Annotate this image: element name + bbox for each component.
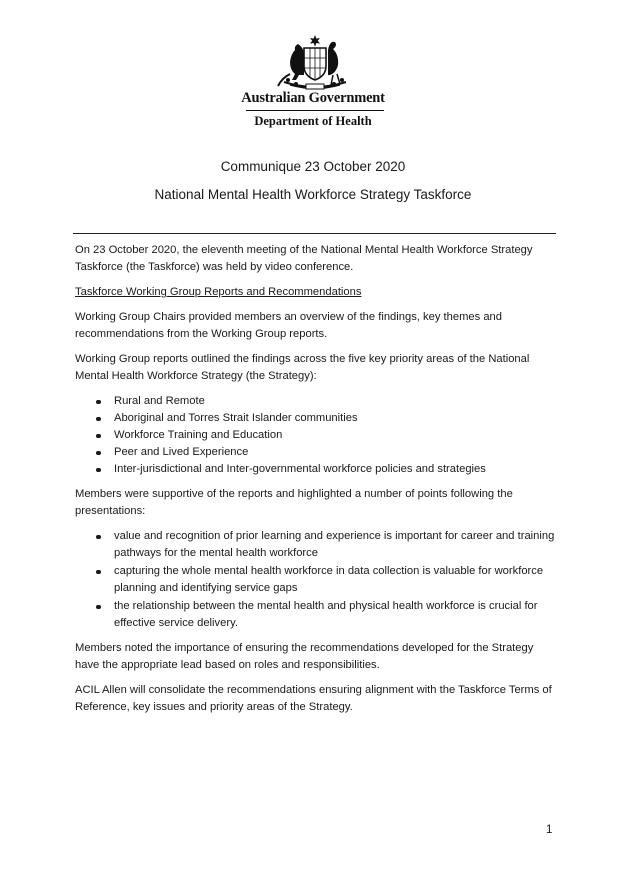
- noted-paragraph: Members noted the importance of ensuring the recommendations developed for the Strategy have the appropriate lead based on roles and responsibilities.: [75, 642, 534, 671]
- list-item: the relationship between the mental health and physical health workforce is crucial for effective service delivery.: [75, 598, 555, 632]
- list-item: Rural and Remote: [75, 393, 555, 410]
- acil-paragraph: ACIL Allen will consolidate the recommendations ensuring alignment with the Taskforce Terms of Reference, key issues and priority areas of the Strategy.: [75, 684, 552, 713]
- taskforce-title: National Mental Health Workforce Strategy Taskforce: [154, 187, 472, 202]
- section-divider: [73, 233, 556, 234]
- reports-paragraph: Working Group reports outlined the findings across the five key priority areas of the National Mental Health Workforce Strategy (the Strategy):: [75, 353, 530, 382]
- document-body: [75, 242, 555, 724]
- points-list: [75, 528, 555, 632]
- coat-of-arms-icon: [276, 34, 354, 92]
- members-paragraph: Members were supportive of the reports and highlighted a number of points following the presentations:: [75, 488, 513, 517]
- section-heading: Taskforce Working Group Reports and Recommendations: [75, 286, 362, 298]
- list-item: capturing the whole mental health workforce in data collection is valuable for workforce planning and identifying service gaps: [75, 563, 555, 597]
- communique-title: Communique 23 October 2020: [220, 159, 406, 174]
- department-name: Department of Health: [254, 114, 372, 128]
- header-rule: [246, 110, 384, 111]
- chairs-paragraph: Working Group Chairs provided members an overview of the findings, key themes and recommendations from the Working Group reports.: [75, 311, 502, 340]
- priority-areas-list: [75, 393, 555, 478]
- intro-paragraph: On 23 October 2020, the eleventh meeting of the National Mental Health Workforce Strategy Taskforce (the Taskforce) was held by video conference.: [75, 244, 533, 273]
- list-item: Inter-jurisdictional and Inter-governmental workforce policies and strategies: [75, 461, 555, 478]
- list-item: value and recognition of prior learning and experience is important for career and training pathways for the mental health workforce: [75, 528, 555, 562]
- page-number: 1: [546, 824, 553, 836]
- government-name: Australian Government: [241, 90, 385, 106]
- list-item: Peer and Lived Experience: [75, 444, 555, 461]
- list-item: Aboriginal and Torres Strait Islander communities: [75, 410, 555, 427]
- list-item: Workforce Training and Education: [75, 427, 555, 444]
